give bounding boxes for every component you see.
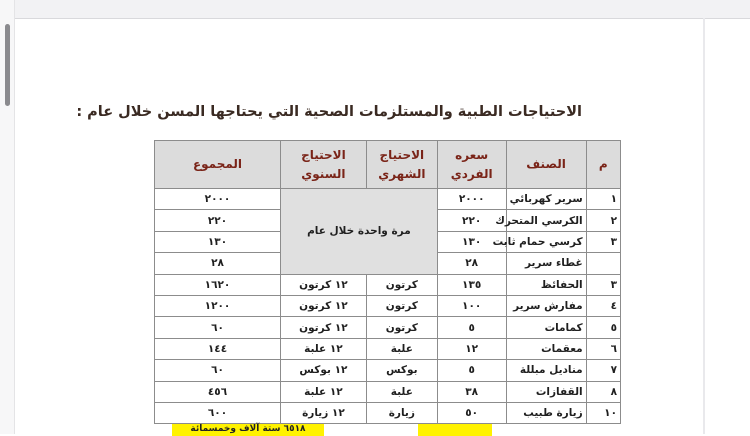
table-row xyxy=(155,402,621,423)
cell-total: ٢٠٠٠ xyxy=(155,189,281,210)
cell-yearly: ١٢ بوكس xyxy=(280,360,366,381)
cell-price: ١٠٠ xyxy=(437,295,506,316)
cell-monthly: كرتون xyxy=(366,295,437,316)
cell-item: سرير كهربائي xyxy=(506,189,586,210)
cell-monthly: كرتون xyxy=(366,317,437,338)
header-total: المجموع xyxy=(155,141,281,189)
header-yearly: الاحتياج السنوي xyxy=(280,141,366,189)
cell-num: ٨ xyxy=(586,381,620,402)
table-header-row xyxy=(155,141,621,189)
cell-yearly: ١٢ كرتون xyxy=(280,317,366,338)
header-price: سعره الفردي xyxy=(437,141,506,189)
cell-num: ٧ xyxy=(586,360,620,381)
cell-total: ١٤٤ xyxy=(155,338,281,359)
cell-item: مناديل مبللة xyxy=(506,360,586,381)
cell-monthly: كرتون xyxy=(366,274,437,295)
cell-item: معقمات xyxy=(506,338,586,359)
table-row xyxy=(155,274,621,295)
cell-price: ٢٠٠٠ xyxy=(437,189,506,210)
table-row xyxy=(155,317,621,338)
cell-yearly: ١٢ علبة xyxy=(280,338,366,359)
grand-total-highlight: ٦٥١٨ ستة آلاف وخمسمائة xyxy=(172,424,324,436)
cell-yearly: ١٢ كرتون xyxy=(280,274,366,295)
sum-highlight xyxy=(418,424,492,436)
cell-price: ٢٢٠ xyxy=(437,210,506,231)
header-monthly: الاحتياج الشهري xyxy=(366,141,437,189)
cell-price: ١٣٠ xyxy=(437,231,506,252)
cell-total: ٦٠ xyxy=(155,360,281,381)
header-num: م xyxy=(586,141,620,189)
page-edge xyxy=(703,18,705,434)
cell-monthly: زيارة xyxy=(366,402,437,423)
table-row xyxy=(155,338,621,359)
cell-price: ٥٠ xyxy=(437,402,506,423)
header-item: الصنف xyxy=(506,141,586,189)
cell-price: ٥ xyxy=(437,360,506,381)
cell-yearly: ١٢ كرتون xyxy=(280,295,366,316)
supplies-table xyxy=(154,140,621,424)
cell-item: مفارش سرير xyxy=(506,295,586,316)
cell-monthly: علبة xyxy=(366,381,437,402)
cell-item: القفازات xyxy=(506,381,586,402)
cell-item: كمامات xyxy=(506,317,586,338)
document-title: الاحتياجات الطبية والمستلزمات الصحية التي يحتاجها المسن خلال عام : xyxy=(76,104,582,120)
cell-total: ١٦٢٠ xyxy=(155,274,281,295)
cell-yearly: ١٢ علبة xyxy=(280,381,366,402)
cell-yearly: ١٢ زيارة xyxy=(280,402,366,423)
cell-num: ٢ xyxy=(586,210,620,231)
cell-price: ٥ xyxy=(437,317,506,338)
scrollbar-thumb[interactable] xyxy=(5,24,10,106)
cell-num xyxy=(586,253,620,274)
cell-price: ١٢ xyxy=(437,338,506,359)
merged-frequency-note: مرة واحدة خلال عام xyxy=(280,189,437,275)
table-row xyxy=(155,295,621,316)
viewer-toolbar xyxy=(0,0,750,19)
cell-total: ١٣٠ xyxy=(155,231,281,252)
scrollbar[interactable] xyxy=(0,0,15,434)
cell-total: ٦٠٠ xyxy=(155,402,281,423)
cell-total: ٦٠ xyxy=(155,317,281,338)
table-row xyxy=(155,360,621,381)
table-row xyxy=(155,381,621,402)
cell-num: ٦ xyxy=(586,338,620,359)
cell-item: الكرسي المتحرك xyxy=(506,210,586,231)
cell-total: ٢٨ xyxy=(155,253,281,274)
cell-price: ١٣٥ xyxy=(437,274,506,295)
cell-total: ١٢٠٠ xyxy=(155,295,281,316)
cell-num: ١ xyxy=(586,189,620,210)
cell-num: ١٠ xyxy=(586,402,620,423)
cell-num: ٣ xyxy=(586,231,620,252)
cell-monthly: بوكس xyxy=(366,360,437,381)
cell-total: ٤٥٦ xyxy=(155,381,281,402)
table-row xyxy=(155,189,621,210)
cell-price: ٣٨ xyxy=(437,381,506,402)
cell-num: ٥ xyxy=(586,317,620,338)
cell-total: ٢٢٠ xyxy=(155,210,281,231)
cell-num: ٣ xyxy=(586,274,620,295)
cell-item: غطاء سرير xyxy=(506,253,586,274)
cell-monthly: علبة xyxy=(366,338,437,359)
cell-price: ٢٨ xyxy=(437,253,506,274)
cell-num: ٤ xyxy=(586,295,620,316)
cell-item: كرسي حمام ثابت xyxy=(506,231,586,252)
cell-item: الحفائظ xyxy=(506,274,586,295)
cell-item: زيارة طبيب xyxy=(506,402,586,423)
